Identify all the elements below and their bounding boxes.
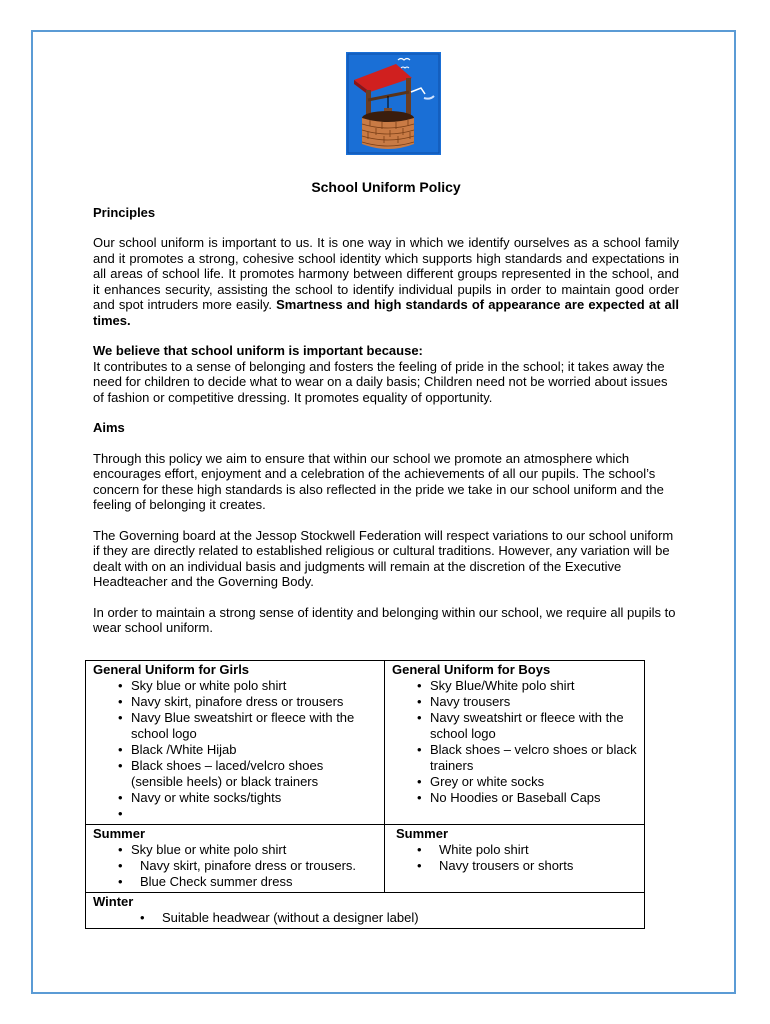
list-item-empty	[118, 806, 378, 822]
list-item: • Navy Blue sweatshirt or fleece with the school logo	[118, 710, 378, 742]
policy-content	[93, 180, 679, 651]
list-item: • No Hoodies or Baseball Caps	[417, 790, 638, 806]
list-item: • White polo shirt	[417, 842, 638, 858]
aims-heading: Aims	[93, 420, 125, 435]
list-item: • Grey or white socks	[417, 774, 638, 790]
winter-cell	[86, 893, 645, 929]
list-item: • Navy trousers	[417, 694, 638, 710]
list-item: • Black /White Hijab	[118, 742, 378, 758]
aims-paragraph-1: Through this policy we aim to ensure that within our school we promote an atmosphere which encourages effort, enjoyment and a celebration of the achievements of all our pupils. The school’s concern for these high standards is also reflected in the pride we take in our school uniform and the feeling of belonging it creates.	[93, 450, 664, 512]
boys-uniform-cell	[385, 661, 645, 825]
principles-paragraph	[93, 235, 679, 328]
table-row	[86, 893, 645, 929]
wishing-well-icon	[346, 52, 441, 155]
boys-list	[392, 678, 638, 806]
list-item: • Navy or white socks/tights	[118, 790, 378, 806]
aims-paragraph-3: In order to maintain a strong sense of identity and belonging within our school, we require all pupils to wear school uniform.	[93, 604, 676, 635]
girls-list	[93, 678, 378, 822]
girls-uniform-cell	[86, 661, 385, 825]
principles-heading: Principles	[93, 204, 156, 220]
list-item: • Sky Blue/White polo shirt	[417, 678, 638, 694]
list-item: • Blue Check summer dress	[118, 874, 378, 890]
boys-summer-heading: Summer	[396, 826, 449, 841]
girls-summer-list	[93, 842, 378, 858]
list-item: • Navy skirt, pinafore dress or trousers.	[118, 858, 378, 874]
page-title: School Uniform Policy	[311, 179, 461, 195]
table-row	[86, 825, 645, 893]
winter-heading: Winter	[93, 894, 134, 909]
boys-summer-list	[392, 842, 638, 874]
girls-summer-heading: Summer	[93, 826, 146, 841]
girls-summer-list-2	[93, 858, 378, 890]
list-item: • Black shoes – laced/velcro shoes (sensible heels) or black trainers	[118, 758, 378, 790]
list-item: • Suitable headwear (without a designer label)	[140, 910, 638, 926]
list-item: • Black shoes – velcro shoes or black trainers	[417, 742, 638, 774]
girls-heading: General Uniform for Girls	[93, 662, 250, 677]
aims-paragraph-2: The Governing board at the Jessop Stockwell Federation will respect variations to our school uniform if they are directly related to established religious or cultural traditions. However, any variation will be dealt with on an individual basis and judgments will remain at the discretion of the Executive Headteacher and the Governing Body.	[93, 527, 674, 589]
believe-paragraph: It contributes to a sense of belonging and fosters the feeling of pride in the school; it takes away the need for children to decide what to wear on a daily basis; Children need not be worried about issues of fashion or competitive dressing. It promotes equality of opportunity.	[93, 358, 668, 405]
boys-heading: General Uniform for Boys	[392, 662, 551, 677]
boys-summer-cell	[385, 825, 645, 893]
list-item: • Navy skirt, pinafore dress or trousers	[118, 694, 378, 710]
list-item: • Sky blue or white polo shirt	[118, 678, 378, 694]
believe-heading: We believe that school uniform is important because:	[93, 343, 423, 358]
girls-summer-cell	[86, 825, 385, 893]
principles-body: Our school uniform is important to us. It is one way in which we identify ourselves as a school family and it promotes a strong, cohesive school identity which supports high standards and expectations in all areas of school life. It promotes harmony between different groups represented in the school, and it enhances security, assisting the school to identify individual pupils in order to maintain good order and spot intruders more easily.	[93, 235, 679, 312]
uniform-table	[85, 660, 645, 929]
list-item: • Navy sweatshirt or fleece with the school logo	[417, 710, 638, 742]
list-item: • Sky blue or white polo shirt	[118, 842, 378, 858]
principles-emphasis: Smartness and high standards of appearance are expected at all times.	[93, 297, 679, 328]
list-item: • Navy trousers or shorts	[417, 858, 638, 874]
table-row	[86, 661, 645, 825]
winter-list	[93, 910, 638, 926]
